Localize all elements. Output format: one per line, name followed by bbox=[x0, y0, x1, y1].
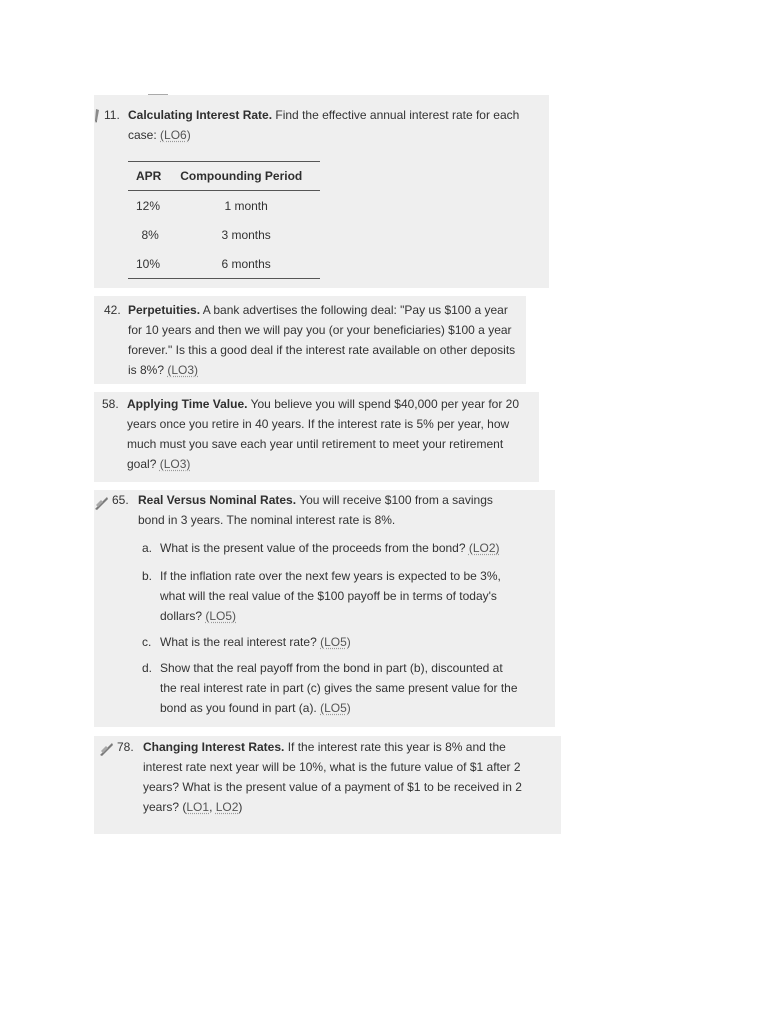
problem-title: Applying Time Value. bbox=[127, 397, 248, 411]
subpart-text: What is the present value of the proceeds from the bond? bbox=[160, 541, 466, 555]
lo-link[interactable]: (LO5) bbox=[320, 635, 351, 649]
problem-number: 78. bbox=[117, 740, 134, 754]
lo-link[interactable]: (LO3) bbox=[167, 363, 199, 377]
table-cell: 3 months bbox=[221, 227, 271, 242]
lo-paren-close: ) bbox=[238, 800, 243, 814]
subpart-text: What is the real interest rate? bbox=[160, 635, 317, 649]
problem-title: Real Versus Nominal Rates. bbox=[138, 493, 297, 507]
problem-42 bbox=[94, 296, 526, 384]
lo-link[interactable]: (LO2) bbox=[468, 541, 500, 555]
subpart-b bbox=[142, 566, 522, 626]
subpart-body bbox=[160, 566, 522, 626]
lo-link[interactable]: (LO5) bbox=[320, 701, 351, 715]
lo-link[interactable]: LO2 bbox=[215, 800, 239, 814]
problem-title: Calculating Interest Rate. bbox=[128, 108, 273, 122]
problem-65 bbox=[94, 490, 555, 727]
problem-58 bbox=[94, 392, 539, 482]
subpart-a bbox=[142, 538, 522, 558]
lo-link[interactable]: (LO3) bbox=[159, 457, 191, 471]
col-header-period: Compounding Period bbox=[180, 169, 303, 183]
problem-text bbox=[138, 490, 518, 530]
lo-separator: , bbox=[209, 800, 216, 814]
subpart-body bbox=[160, 538, 522, 558]
subpart-body bbox=[160, 658, 522, 718]
table-row bbox=[128, 191, 320, 221]
cropped-fragment bbox=[148, 86, 168, 95]
table-row bbox=[128, 220, 320, 249]
problem-number: 42. bbox=[104, 303, 121, 317]
problem-text bbox=[143, 737, 523, 817]
subpart-text: If the inflation rate over the next few years is expected to be 3%, what will the real value of the $100 payoff be in terms of today's dollars? bbox=[160, 569, 501, 623]
problem-text bbox=[127, 394, 522, 474]
lo-link[interactable]: (LO5) bbox=[205, 609, 237, 623]
table-cell: 1 month bbox=[224, 198, 268, 213]
problem-body: A bank advertises the following deal: "Pay us $100 a year for 10 years and then we will pay you (or your beneficiaries) $100 a year forever." Is this a good deal if the interest rate available on other deposits is 8%? bbox=[128, 303, 516, 377]
problem-number: 58. bbox=[102, 397, 119, 411]
col-header-apr: APR bbox=[136, 169, 162, 183]
problem-body: If the interest rate this year is 8% and the interest rate next year will be 10%, what is the future value of $1 after 2 years? What is the present value of a payment of $1 to be received in 2 years? bbox=[143, 740, 522, 814]
subpart-text: Show that the real payoff from the bond in part (b), discounted at the real interest rate in part (c) gives the same present value for the bond as you found in part (a). bbox=[160, 661, 518, 715]
subpart-d bbox=[142, 658, 522, 718]
problem-number: 65. bbox=[112, 493, 129, 507]
problem-11 bbox=[94, 95, 549, 288]
problem-body: You will receive $100 from a savings bond in 3 years. The nominal interest rate is 8%. bbox=[138, 493, 493, 527]
subpart-body bbox=[160, 632, 522, 652]
calculator-pen-icon bbox=[93, 494, 109, 510]
lo-paren-open: ( bbox=[182, 800, 187, 814]
subpart-label: c. bbox=[142, 635, 152, 649]
problem-number: 11. bbox=[104, 108, 120, 122]
calculator-pen-icon bbox=[98, 740, 114, 756]
subpart-label: b. bbox=[142, 569, 153, 583]
problem-78 bbox=[94, 736, 561, 834]
table-cell: 10% bbox=[136, 256, 161, 271]
problem-title: Perpetuities. bbox=[128, 303, 201, 317]
subpart-label: a. bbox=[142, 541, 153, 555]
table-row bbox=[128, 249, 320, 279]
lo-link[interactable]: (LO6) bbox=[160, 128, 191, 142]
table-cell: 6 months bbox=[221, 256, 271, 271]
table-cell: 12% bbox=[136, 198, 161, 213]
problem-text bbox=[128, 300, 516, 380]
rate-table bbox=[128, 161, 320, 279]
problem-text bbox=[128, 105, 538, 145]
problem-body: Find the effective annual interest rate for each case: bbox=[128, 108, 520, 142]
lo-link[interactable]: LO1 bbox=[186, 800, 210, 814]
problem-body: You believe you will spend $40,000 per year for 20 years once you retire in 40 years. If the interest rate is 5% per year, how much must you save each year until retirement to meet your retirement goal? bbox=[127, 397, 520, 471]
subpart-c bbox=[142, 632, 522, 652]
subpart-label: d. bbox=[142, 661, 153, 675]
table-cell: 8% bbox=[141, 227, 159, 242]
problem-title: Changing Interest Rates. bbox=[143, 740, 285, 754]
